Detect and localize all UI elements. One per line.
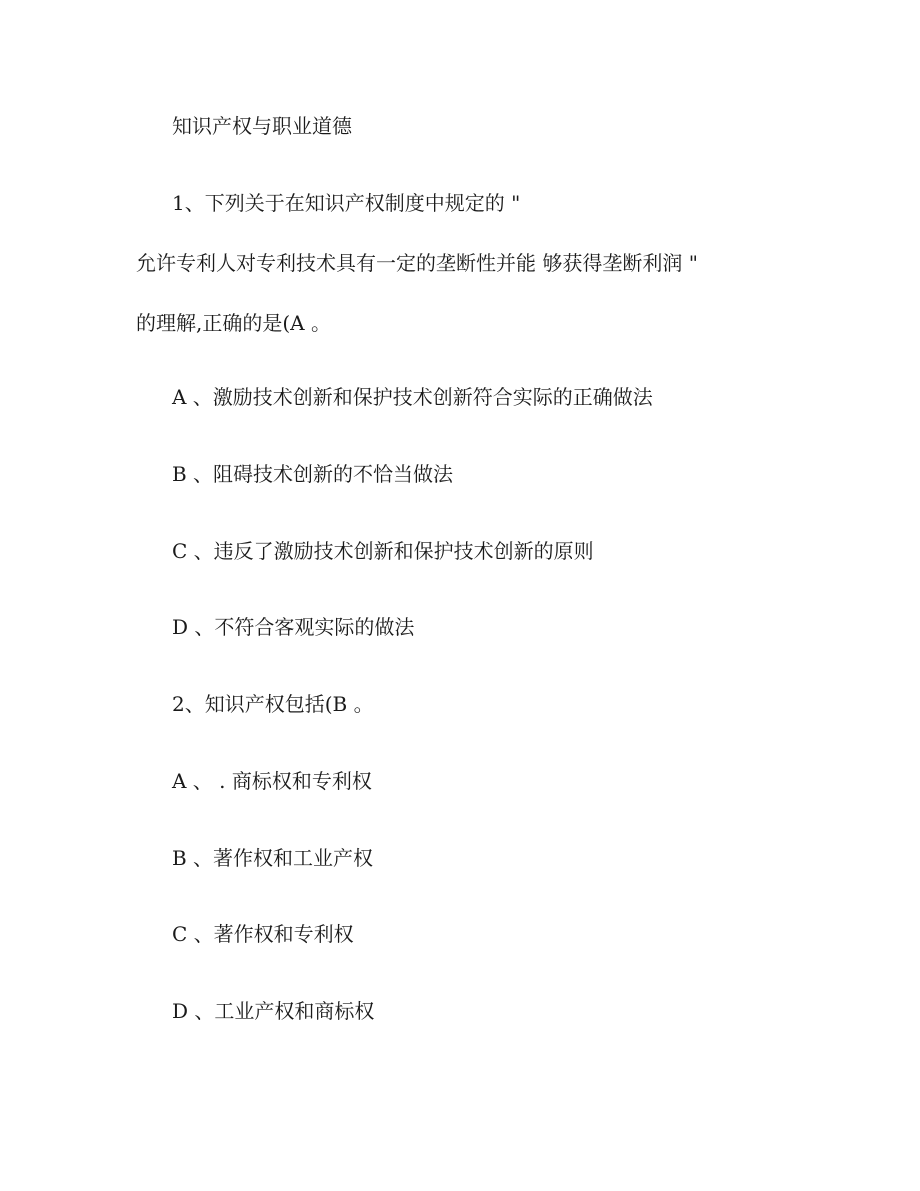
question-1-stem-line-3: 的理解,正确的是(A 。 xyxy=(136,311,331,335)
document-title: 知识产权与职业道德 xyxy=(172,114,352,138)
question-1-option-c: C 、违反了激励技术创新和保护技术创新的原则 xyxy=(172,539,594,563)
question-1-stem-line-2: 允许专利人对专利技术具有一定的垄断性并能 够获得垄断利润 " xyxy=(136,251,698,275)
question-2-option-a: A 、 . 商标权和专利权 xyxy=(172,769,372,793)
question-1-option-a: A 、激励技术创新和保护技术创新符合实际的正确做法 xyxy=(172,385,653,409)
question-1-stem-line-1: 1、下列关于在知识产权制度中规定的 " xyxy=(172,191,521,215)
question-2-option-d: D 、工业产权和商标权 xyxy=(172,999,375,1023)
question-2-option-c: C 、著作权和专利权 xyxy=(172,922,354,946)
question-1-option-b: B 、阻碍技术创新的不恰当做法 xyxy=(172,462,454,486)
question-2-stem-line-1: 2、知识产权包括(B 。 xyxy=(172,692,374,716)
question-2-option-b: B 、著作权和工业产权 xyxy=(172,846,374,870)
question-1-option-d: D 、不符合客观实际的做法 xyxy=(172,615,415,639)
